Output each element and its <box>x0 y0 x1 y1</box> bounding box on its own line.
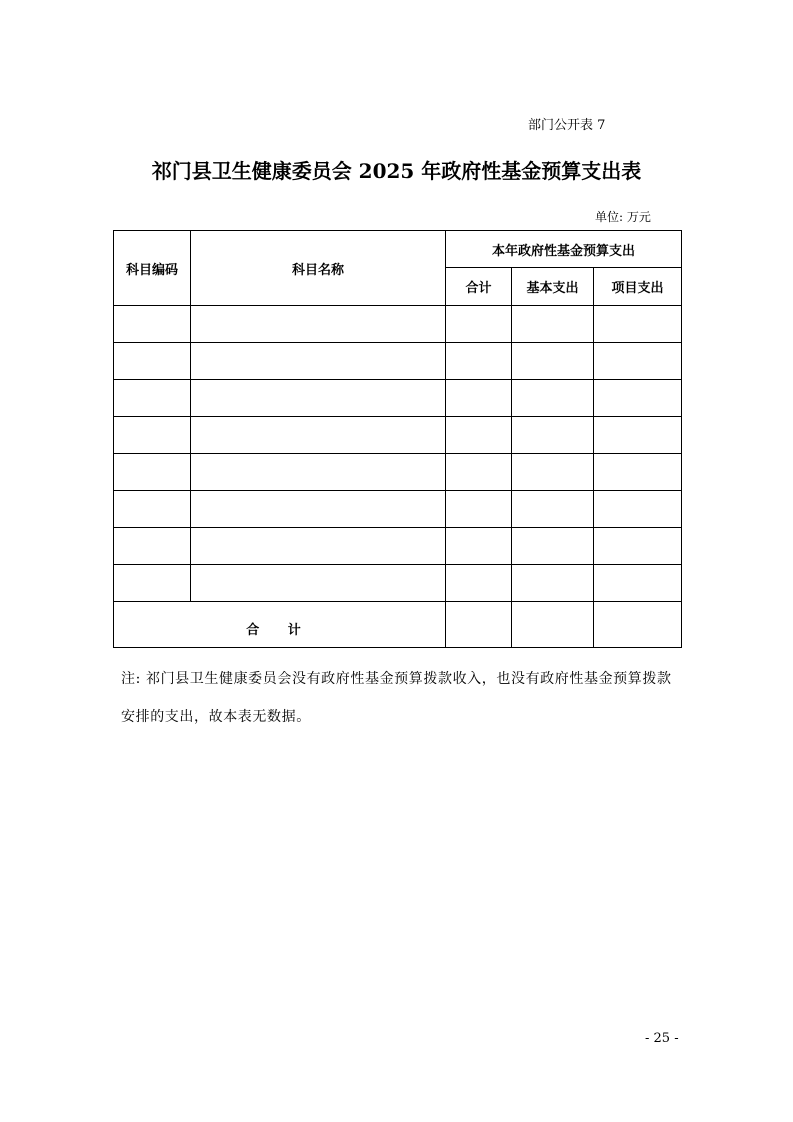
table-cell-name <box>191 565 446 602</box>
table-cell-code <box>114 565 191 602</box>
table-cell-basic <box>512 454 594 491</box>
table-cell-code <box>114 306 191 343</box>
table-cell-name <box>191 306 446 343</box>
total-cell-project <box>594 602 682 648</box>
column-header-name: 科目名称 <box>191 231 446 306</box>
table-row <box>114 417 682 454</box>
total-row <box>114 602 682 648</box>
table-cell-project <box>594 565 682 602</box>
table-cell-code <box>114 343 191 380</box>
table-cell-project <box>594 306 682 343</box>
table-header-row <box>114 231 682 268</box>
column-header-basic: 基本支出 <box>512 268 594 306</box>
table-row <box>114 491 682 528</box>
total-cell-total <box>446 602 512 648</box>
document-label: 部门公开表 7 <box>528 118 606 133</box>
column-header-project: 项目支出 <box>594 268 682 306</box>
table-cell-project <box>594 528 682 565</box>
table-cell-basic <box>512 528 594 565</box>
table-cell-code <box>114 380 191 417</box>
table-cell-total <box>446 417 512 454</box>
total-label: 合 计 <box>114 602 446 648</box>
column-header-code: 科目编码 <box>114 231 191 306</box>
table-row <box>114 306 682 343</box>
table-cell-code <box>114 417 191 454</box>
table-cell-project <box>594 417 682 454</box>
table-cell-basic <box>512 565 594 602</box>
table-cell-name <box>191 528 446 565</box>
table-cell-total <box>446 528 512 565</box>
table-row <box>114 454 682 491</box>
table-cell-project <box>594 491 682 528</box>
unit-label: 单位: 万元 <box>595 210 651 224</box>
total-cell-basic <box>512 602 594 648</box>
table-cell-total <box>446 491 512 528</box>
table-cell-project <box>594 343 682 380</box>
table-cell-total <box>446 565 512 602</box>
table-cell-code <box>114 528 191 565</box>
table-cell-total <box>446 306 512 343</box>
table-cell-basic <box>512 491 594 528</box>
table-cell-basic <box>512 306 594 343</box>
table-row <box>114 380 682 417</box>
table-cell-basic <box>512 417 594 454</box>
page-number: - 25 - <box>645 1031 679 1046</box>
table-row <box>114 565 682 602</box>
table-cell-total <box>446 454 512 491</box>
table-cell-basic <box>512 380 594 417</box>
table-row <box>114 343 682 380</box>
table-cell-name <box>191 343 446 380</box>
table-cell-total <box>446 380 512 417</box>
table-cell-project <box>594 380 682 417</box>
table-cell-name <box>191 454 446 491</box>
table-body <box>114 306 682 602</box>
table-cell-total <box>446 343 512 380</box>
table-cell-basic <box>512 343 594 380</box>
table-cell-name <box>191 417 446 454</box>
column-group-header: 本年政府性基金预算支出 <box>446 231 682 268</box>
table-cell-name <box>191 491 446 528</box>
table-cell-code <box>114 491 191 528</box>
page-title: 祁门县卫生健康委员会 2025 年政府性基金预算支出表 <box>151 159 642 183</box>
table-cell-name <box>191 380 446 417</box>
footnote: 注: 祁门县卫生健康委员会没有政府性基金预算拨款收入，也没有政府性基金预算拨款安排的支出，故本表无数据。 <box>121 671 672 725</box>
table-row <box>114 528 682 565</box>
budget-table <box>113 230 682 648</box>
table-cell-project <box>594 454 682 491</box>
column-header-total: 合计 <box>446 268 512 306</box>
table-cell-code <box>114 454 191 491</box>
